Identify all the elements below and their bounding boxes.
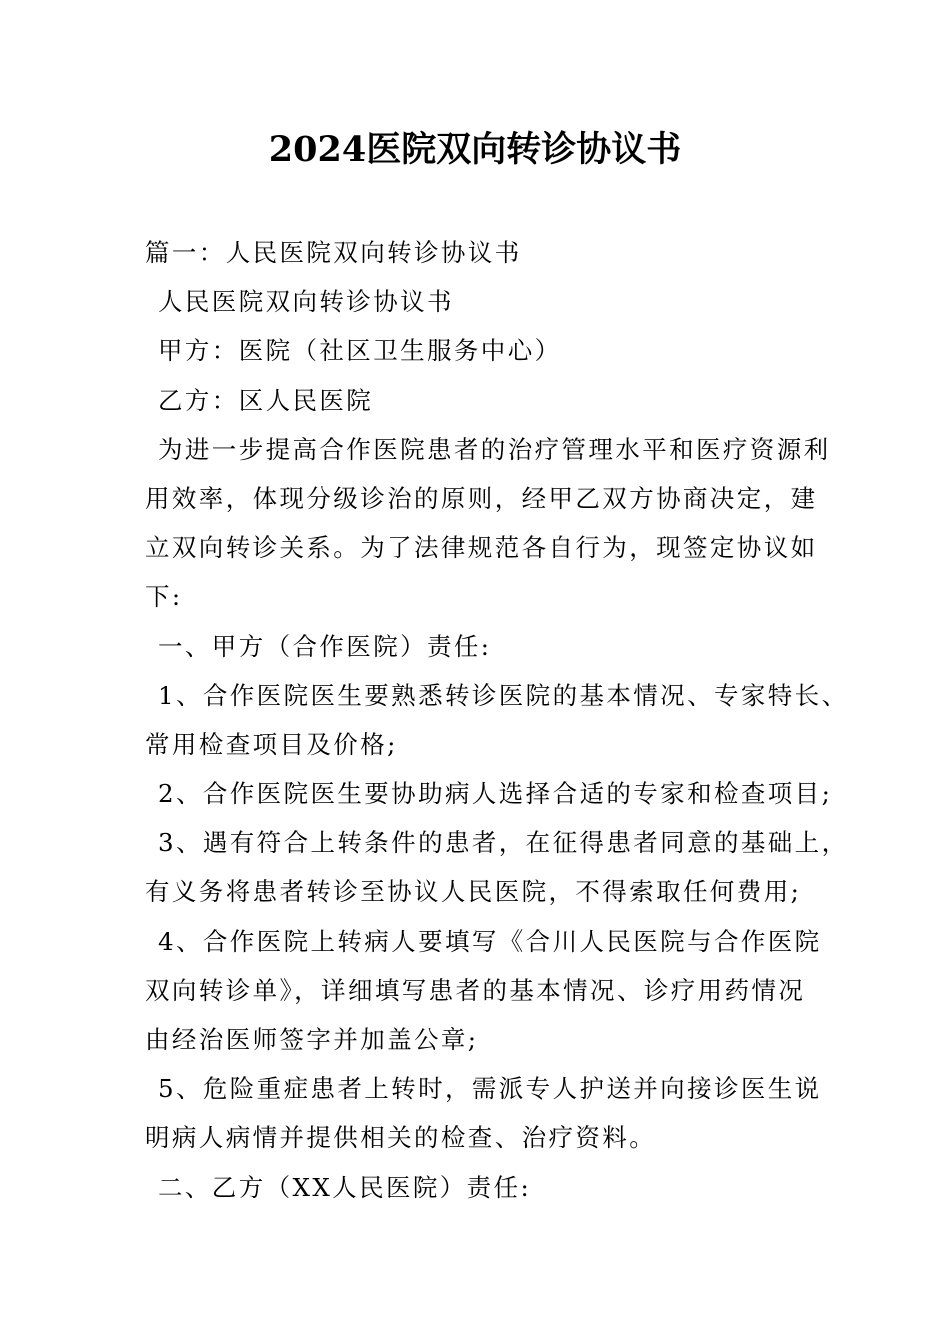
body-line-agreement-name: 人民医院双向转诊协议书 (158, 287, 454, 317)
body-line-item-3b: 有义务将患者转诊至协议人民医院，不得索取任何费用; (145, 877, 802, 907)
body-line-party-a-duties-heading: 一、甲方（合作医院）责任: (158, 631, 492, 661)
body-line-item-2: 2、合作医院医生要协助病人选择合适的专家和检查项目; (158, 779, 833, 809)
body-line-item-3a: 3、遇有符合上转条件的患者，在征得患者同意的基础上， (158, 828, 849, 858)
body-line-item-5a: 5、危险重症患者上转时，需派专人护送并向接诊医生说 (158, 1074, 822, 1104)
body-line-section-heading: 篇一：人民医院双向转诊协议书 (145, 238, 522, 267)
body-line-party-a: 甲方：医院（社区卫生服务中心） (158, 336, 562, 366)
document-body (145, 228, 849, 1212)
body-line-item-4b: 双向转诊单》，详细填写患者的基本情况、诊疗用药情况 (145, 975, 806, 1005)
body-line-item-1a: 1、合作医院医生要熟悉转诊医院的基本情况、专家特长、 (158, 680, 849, 710)
body-line-preamble-2: 用效率，体现分级诊治的原则，经甲乙双方协商决定，建 (145, 483, 818, 513)
body-line-item-4a: 4、合作医院上转病人要填写《合川人民医院与合作医院 (158, 926, 822, 956)
document-title: 2024医院双向转诊协议书 (268, 129, 682, 170)
body-line-preamble-3: 立双向转诊关系。为了法律规范各自行为，现签定协议如 (145, 533, 818, 563)
body-line-party-b: 乙方：区人民医院 (158, 385, 374, 415)
body-line-item-1b: 常用检查项目及价格; (145, 729, 398, 759)
body-line-preamble-4: 下: (145, 582, 183, 612)
body-line-item-5b: 明病人病情并提供相关的检查、治疗资料。 (145, 1123, 657, 1153)
body-line-preamble-1: 为进一步提高合作医院患者的治疗管理水平和医疗资源利 (158, 434, 831, 464)
body-line-party-b-duties-heading: 二、乙方（XX人民医院）责任: (158, 1172, 532, 1202)
body-line-item-4c: 由经治医师签字并加盖公章; (145, 1025, 479, 1054)
